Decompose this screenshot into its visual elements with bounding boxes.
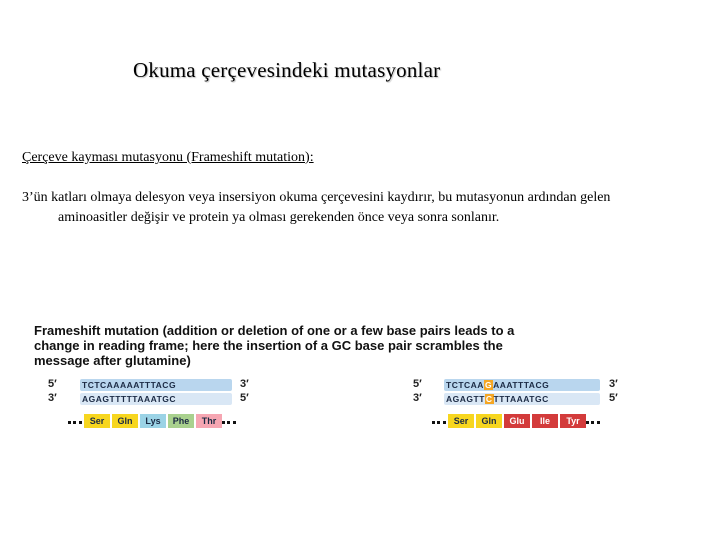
- strand-label: 3′: [413, 392, 422, 404]
- dots-right: [586, 421, 600, 424]
- dna-top-strand-mutant: [444, 379, 600, 391]
- amino-acid: Lys: [140, 414, 166, 428]
- seq-part: TTTAAATGC: [493, 394, 549, 404]
- amino-acid: Thr: [196, 414, 222, 428]
- strand-label: 5′: [48, 378, 57, 390]
- dna-top-strand: TCTCAAAAATTTACG: [80, 379, 232, 391]
- amino-acid: Ser: [448, 414, 474, 428]
- amino-acid: Phe: [168, 414, 194, 428]
- dna-bottom-strand: AGAGTTTTTAAATGC: [80, 393, 232, 405]
- inserted-base: G: [484, 380, 493, 390]
- strand-label: 5′: [413, 378, 422, 390]
- page-title: Okuma çerçevesindeki mutasyonlar: [133, 58, 441, 82]
- strand-label: 5′: [240, 392, 249, 404]
- dots-left: [432, 421, 446, 424]
- strand-label: 5′: [609, 392, 618, 404]
- seq-part: AGAGTT: [446, 394, 485, 404]
- strand-label: 3′: [609, 378, 618, 390]
- amino-acid: Gln: [112, 414, 138, 428]
- figure-caption: Frameshift mutation (addition or deletion of one or a few base pairs leads to a change in reading frame; here the insertion of a GC base pair scrambles the message after glutamine): [34, 323, 515, 368]
- amino-acid: Tyr: [560, 414, 586, 428]
- amino-acid-row: [84, 414, 224, 430]
- inserted-base: C: [485, 394, 493, 404]
- seq-part: AAATTTACG: [493, 380, 550, 390]
- body-paragraph: 3’ün katları olmaya delesyon veya insersiyon okuma çerçevesini kaydırır, bu mutasyonun ardından gelen aminoasitler değişir ve protein ya olması gerekenden önce veya sonra sonlanır.: [22, 190, 611, 225]
- dots-right: [222, 421, 236, 424]
- amino-acid-row: [448, 414, 588, 430]
- amino-acid: Glu: [504, 414, 530, 428]
- amino-acid: Ile: [532, 414, 558, 428]
- strand-label: 3′: [48, 392, 57, 404]
- dots-left: [68, 421, 82, 424]
- amino-acid: Gln: [476, 414, 502, 428]
- dna-bottom-strand-mutant: [444, 393, 600, 405]
- strand-label: 3′: [240, 378, 249, 390]
- amino-acid: Ser: [84, 414, 110, 428]
- seq-part: TCTCAA: [446, 380, 484, 390]
- section-subtitle: Çerçeve kayması mutasyonu (Frameshift mutation):: [22, 150, 314, 165]
